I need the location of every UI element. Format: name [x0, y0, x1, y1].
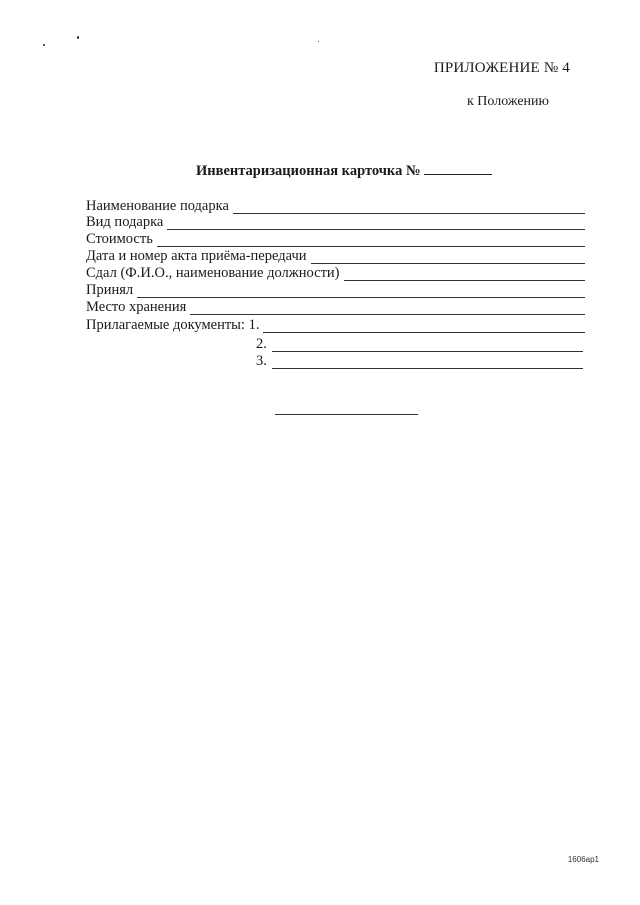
handed-over-blank[interactable]	[344, 268, 586, 281]
attached-document-2-blank[interactable]	[272, 339, 583, 352]
field-cost	[86, 231, 585, 247]
field-label: Принял	[86, 282, 134, 298]
appendix-subtitle: к Положению	[466, 94, 549, 109]
act-date-number-blank[interactable]	[311, 251, 585, 264]
field-act-date-number	[86, 248, 585, 264]
end-separator	[275, 414, 418, 415]
field-label: Дата и номер акта приёма-передачи	[86, 248, 307, 264]
received-blank[interactable]	[137, 285, 585, 298]
scan-speck	[77, 36, 79, 39]
attached-document-3-blank[interactable]	[272, 356, 583, 369]
form-title-text: Инвентаризационная карточка №	[196, 163, 421, 179]
field-label: Прилагаемые документы: 1.	[86, 317, 260, 333]
field-label: Вид подарка	[86, 214, 164, 230]
field-label: Сдал (Ф.И.О., наименование должности)	[86, 265, 340, 281]
field-handed-over	[86, 265, 585, 281]
attached-document-2	[256, 336, 583, 352]
field-attached-documents	[86, 317, 585, 333]
storage-place-blank[interactable]	[190, 302, 585, 315]
attached-document-1-blank[interactable]	[263, 320, 585, 333]
attached-document-3	[256, 353, 583, 369]
card-number-blank[interactable]	[424, 162, 492, 175]
field-gift-name	[86, 198, 585, 214]
gift-name-blank[interactable]	[233, 201, 585, 214]
scan-speck	[43, 44, 45, 46]
scan-speck	[318, 41, 319, 42]
field-received	[86, 282, 585, 298]
field-label: Наименование подарка	[86, 198, 229, 214]
field-storage-place	[86, 299, 585, 315]
document-number: 3.	[256, 353, 267, 369]
document-number: 2.	[256, 336, 267, 352]
field-gift-type	[86, 214, 585, 230]
cost-blank[interactable]	[157, 234, 585, 247]
footer-code: 1606ap1	[567, 855, 599, 864]
field-label: Место хранения	[86, 299, 187, 315]
form-title	[196, 162, 492, 180]
appendix-label: ПРИЛОЖЕНИЕ № 4	[433, 60, 570, 76]
field-label: Стоимость	[86, 231, 153, 247]
gift-type-blank[interactable]	[167, 217, 585, 230]
